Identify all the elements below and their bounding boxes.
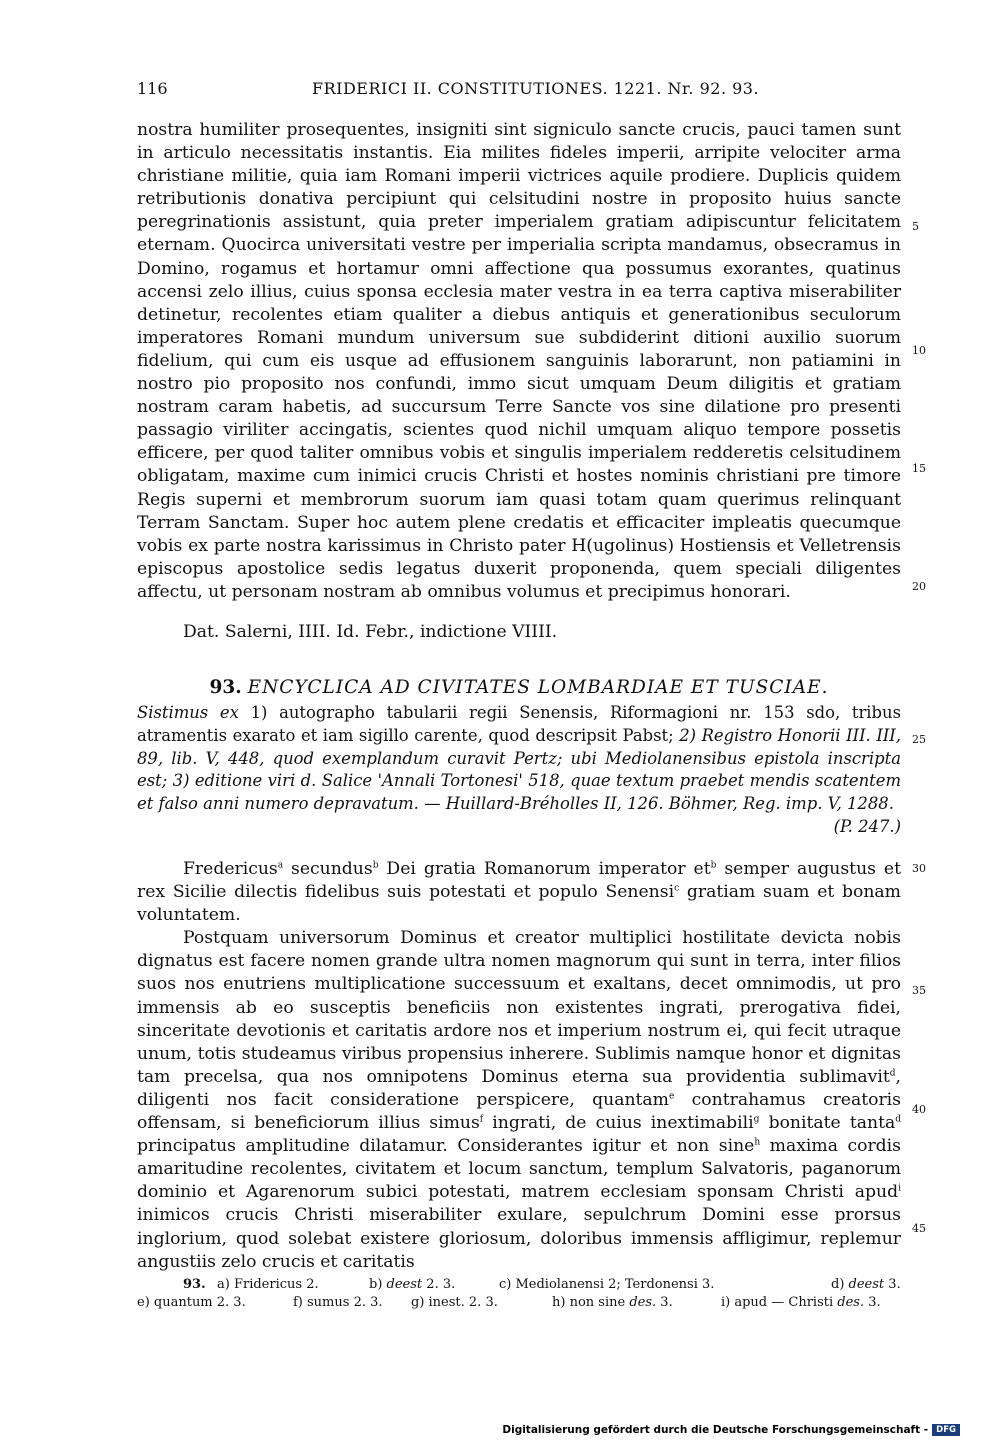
footnotes [137, 1276, 901, 1312]
note-marker-b: b [710, 860, 717, 871]
intro-text-3: gratiam suam et bonam voluntatem. [137, 882, 901, 926]
line-number: 15 [912, 462, 926, 475]
footnote-i: i) apud — Christi des. 3. [721, 1295, 881, 1310]
footnote-d: d) deest 3. [831, 1277, 901, 1292]
doc92-text-block [137, 119, 901, 604]
footnote-h: h) non sine des. 3. [552, 1295, 673, 1310]
footnote-e: e) quantum 2. 3. [137, 1295, 246, 1310]
provenance-lead: Sistimus ex [137, 703, 239, 722]
body-segment: inimicos crucis Christi miserabiliter exulare, sepulchrum Domini esse prorsus inglorium, quod solebat existere gloriosum, doloribus immensis affligimur, replemur angustiis zelo crucis et caritatis [137, 1205, 901, 1272]
doc93-number: 93. [209, 677, 242, 698]
note-marker-f: f [479, 1114, 484, 1125]
line-number: 25 [912, 733, 926, 746]
body-segment: ingrati, de cuius inextimabili [483, 1113, 754, 1134]
intro-text-2: semper augustus et rex Sicilie dilectis fidelibus suis potestati et populo Senensi [137, 859, 901, 903]
header-title: FRIDERICI II. CONSTITUTIONES. 1221. Nr. 92. 93. [312, 79, 760, 98]
body-segment: contrahamus creatoris offensam, si beneficiorum illius simus [137, 1089, 901, 1134]
credit-text: Digitalisierung gefördert durch die Deutsche Forschungsgemeinschaft - [502, 1424, 929, 1436]
provenance-source-3: 3) editione viri d. Salice 'Annali Tortonesi' 518, quae textum praebet mendis scatentem et falso anni numero depravatum. — Huillard-Bréholles II, 126. Böhmer, Reg. imp. V, 1288. [137, 771, 901, 814]
provenance-source-1: 1) autographo tabularii regii Senensis, Riformagioni nr. 153 sdo, tribus atramentis exarato et iam sigillo carente, quod descripsit Pabst; [137, 703, 902, 745]
footnote-c: c) Mediolanensi 2; Terdonensi 3. [499, 1277, 715, 1292]
line-number: 5 [912, 220, 919, 233]
body-segment: Postquam universorum Dominus et creator multiplici hostilitate devicta nobis dignatus est facere nomen grande ultra nomen magnorum qui sunt in terra, inter filios suos nos enutriens multiplicatione successuum et exaltans, decet omnimodis, ut pro immensis ab eo susceptis beneficiis non existentes ingrati, prerogativa fidei, sinceritate devotionis et caritatis ardore nos et imperium nostrum ei, qui fecit utraque unum, totis studeamus viribus propensius inherere. Sublimis namque honor et dignitas tam precelsa, qua nos omnipotens Dominus eterna sua providentia sublimavit [137, 928, 901, 1087]
doc93-body-paragraph [137, 927, 901, 1273]
doc92-dating: Dat. Salerni, IIII. Id. Febr., indictione VIIII. [183, 622, 558, 642]
note-marker-b: b [372, 860, 379, 871]
note-marker-i: i [898, 1183, 901, 1194]
doc93-provenance [137, 702, 901, 839]
body-segment: bonitate tanta [759, 1113, 896, 1134]
intro-text-1: Dei gratia Romanorum imperator et [386, 859, 711, 879]
digitization-credit [502, 1424, 960, 1436]
footnote-g: g) inest. 2. 3. [411, 1295, 498, 1310]
note-marker-d: d [895, 1114, 901, 1125]
footnote-number: 93. [183, 1277, 206, 1292]
note-marker-c: c [674, 883, 680, 894]
line-number: 20 [912, 580, 926, 593]
page-number: 116 [137, 79, 168, 98]
note-marker-h: h [754, 1137, 761, 1148]
dfg-logo: DFG [932, 1424, 960, 1436]
footnote-b: b) deest 2. 3. [369, 1277, 456, 1292]
footnote-row [137, 1276, 901, 1294]
line-number: 45 [912, 1222, 926, 1235]
doc93-text-block [137, 858, 901, 1274]
body-segment: maxima cordis amaritudine recolentes, civitatem et locum sanctum, templum Salvatoris, paganorum dominio et Agarenorum subici potestati, matrem ecclesiam sponsam Christi apud [137, 1136, 901, 1203]
doc93-title: ENCYCLICA AD CIVITATES LOMBARDIAE ET TUSCIAE. [247, 677, 829, 698]
footnote-f: f) sumus 2. 3. [293, 1295, 383, 1310]
intro-secundus: secundus [291, 859, 373, 879]
line-number: 40 [912, 1103, 926, 1116]
line-number: 30 [912, 862, 926, 875]
footnote-a: a) Fridericus 2. [217, 1277, 319, 1292]
note-marker-e: e [668, 1091, 675, 1102]
line-number: 10 [912, 344, 926, 357]
doc92-paragraph: nostra humiliter prosequentes, insigniti sint signiculo sancte crucis, pauci tamen sunt in articulo necessitatis instantis. Eia milites fideles imperii, arripite velociter arma christiane militie, quia iam Romani imperii victrices aquile prodiere. Duplicis quidem retributionis donativa percipiunt qui celsitudini nostre in proposito huius sancte peregrinationis assistunt, quia preter imperialem gratiam adipiscuntur felicitatem eternam. Quocirca universitati vestre per imperialia scripta mandamus, obsecramus in Domino, rogamus et hortamur omni affectione qua possumus exorantes, quatinus accensi zelo illius, cuius sponsa ecclesia mater vestra in ea terra captiva miserabiliter detinetur, recolentes etiam qualiter a diebus antiquis et generationibus seculorum imperatores Romani mundum universum sue subdiderint ditioni auxilio suorum fidelium, qui cum eis usque ad effusionem sanguinis laborarunt, non patiamini in nostro pio proposito nos confundi, immo sicut umquam Deum diligitis et gratiam nostram caram habetis, ad succursum Terre Sancte vos sine dilatione pro presenti passagio viriliter accingatis, scientes quod nichil umquam aliquo tempore possetis efficere, per quod taliter omnibus vobis et singulis imperialem redderetis celsitudinem obligatam, maxime cum inimici crucis Christi et hostes nominis christiani pre timore Regis superni et membrorum suorum iam quasi totam quam querimus relinquant Terram Sanctam. Super hoc autem plene credatis et efficaciter impleatis quecumque vobis ex parte nostra karissimus in Christo pater H(ugolinus) Hostiensis et Velletrensis episcopus apostolice sedis legatus duxerit proponenda, quem speciali diligentes affectu, ut personam nostram ab omnibus volumus et precipimus honorari. [137, 120, 901, 602]
line-number: 35 [912, 984, 926, 997]
note-marker-a: a [277, 860, 284, 871]
provenance-source-2: 2) Registro Honorii III. III, 89, lib. V, 448, quod exemplandum curavit Pertz; ubi Mediolanensibus epistola inscripta est; [137, 725, 901, 791]
note-marker-d: d [889, 1068, 896, 1079]
page-reference: (P. 247.) [833, 816, 901, 836]
note-marker-g: g [753, 1114, 760, 1125]
running-header [137, 79, 902, 103]
body-segment: , diligenti nos facit consideratione perspicere, quantam [137, 1066, 901, 1110]
footnote-row [137, 1294, 901, 1312]
body-segment: principatus amplitudine dilatamur. Considerantes igitur et non sine [137, 1136, 755, 1157]
intro-fredericus: Fredericus [183, 859, 278, 879]
doc93-intitulatio [137, 858, 901, 927]
doc93-heading [137, 677, 901, 698]
